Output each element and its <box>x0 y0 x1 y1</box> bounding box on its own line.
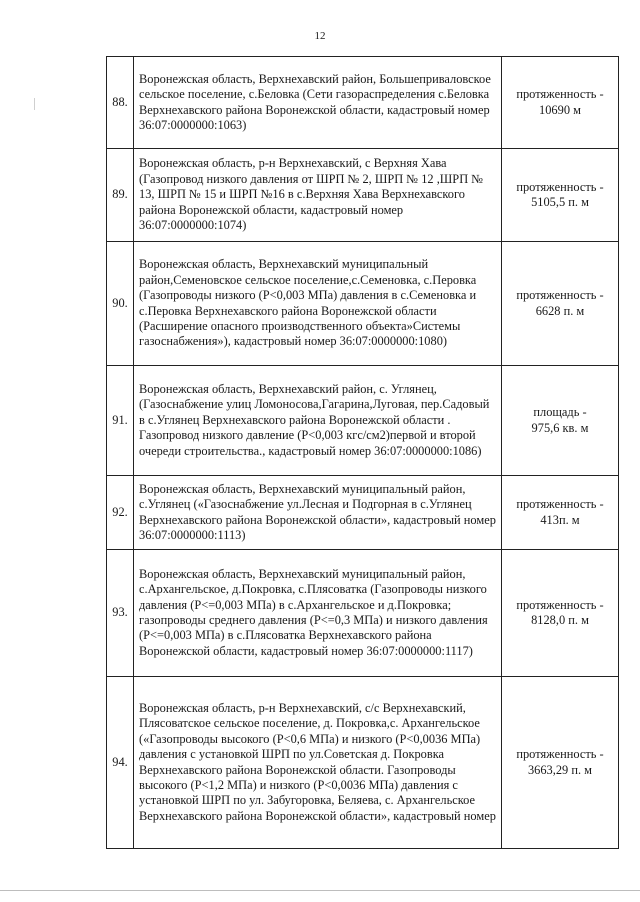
measure-value: 3663,29 п. м <box>527 762 593 777</box>
measure-value: 5105,5 п. м <box>531 195 589 209</box>
row-number: 89. <box>107 149 134 242</box>
row-measure <box>502 242 619 366</box>
row-measure <box>502 366 619 476</box>
measure-label: протяженность - <box>516 497 604 512</box>
row-number: 91. <box>107 366 134 476</box>
table-row <box>107 550 619 677</box>
row-measure <box>502 476 619 550</box>
row-description: Воронежская область, Верхнехавский район, с. Углянец, (Газоснабжение улиц Ломоносова,Гагарина,Луговая, пер.Садовый в с.Углянец Верхнехавского района Воронежской области . Газопровод низкого давление (Р<0,003 кгс/см2)первой и второй очереди строительства., кадастровый номер 36:07:0000000:1086) <box>134 366 502 476</box>
measure-value: 413п. м <box>540 512 580 527</box>
row-number: 93. <box>107 550 134 677</box>
measure-label: протяженность - <box>516 288 604 303</box>
measure-value: 8128,0 п. м <box>531 613 589 627</box>
table-row <box>107 57 619 149</box>
registry-table <box>106 56 619 849</box>
table-row <box>107 366 619 476</box>
measure-label: протяженность - <box>516 597 604 612</box>
scan-mark <box>34 98 35 110</box>
row-measure <box>502 149 619 242</box>
measure-label: протяженность - <box>516 87 604 102</box>
table-row <box>107 242 619 366</box>
measure-label: протяженность - <box>516 179 604 194</box>
row-measure <box>502 677 619 849</box>
row-measure <box>502 57 619 149</box>
measure-value: 10690 м <box>539 102 581 117</box>
table-row <box>107 677 619 849</box>
row-description: Воронежская область, Верхнехавский муниципальный район, с.Углянец («Газоснабжение ул.Лесная и Подгорная в с.Углянец Верхнехавского района Воронежской области», кадастровый номер 36:07:0000000:1113) <box>134 476 502 550</box>
page-number: 12 <box>314 30 326 42</box>
measure-label: площадь - <box>533 405 587 420</box>
row-number: 88. <box>107 57 134 149</box>
row-description: Воронежская область, Верхнехавский муниципальный район,Семеновское сельское поселение,с.Семеновка, с.Перовка (Газопроводы низкого (Р<0,003 МПа) давления в с.Семеновка и с.Перовка Верхнехавского района Воронежской области (Расширение опасного производственного объекта»Системы газоснабжения»), кадастровый номер 36:07:0000000:1080) <box>134 242 502 366</box>
table-row <box>107 149 619 242</box>
measure-value: 6628 п. м <box>535 303 585 318</box>
row-measure <box>502 550 619 677</box>
row-number: 94. <box>107 677 134 849</box>
row-number: 92. <box>107 476 134 550</box>
row-description: Воронежская область, р-н Верхнехавский, с/с Верхнехавский, Плясоватское сельское поселение, д. Покровка,с. Архангельское («Газопроводы высокого (Р<0,6 МПа) и низкого (Р<0,0036 МПа) давления с установкой ШРП по ул.Советская д. Покровка Верхнехавского района Воронежской области. Газопроводы высокого (Р<1,2 МПа) и низкого (Р<0,0036 МПа) давления с установкой ШРП по ул. Забугоровка, Беляева, с. Архангельское Верхнехавского района Воронежской области», кадастровый номер <box>134 677 502 849</box>
measure-label: протяженность - <box>516 747 604 762</box>
page-bottom-rule <box>0 890 640 891</box>
row-number: 90. <box>107 242 134 366</box>
row-description: Воронежская область, р-н Верхнехавский, с Верхняя Хава (Газопровод низкого давления от ШРП № 2, ШРП № 12 ,ШРП № 13, ШРП № 15 и ШРП №16 в с.Верхняя Хава Верхнехавского района Воронежской области, кадастровый номер 36:07:0000000:1074) <box>134 149 502 242</box>
measure-value: 975,6 кв. м <box>531 420 589 435</box>
row-description: Воронежская область, Верхнехавский муниципальный район, с.Архангельское, д.Покровка, с.Плясоватка (Газопроводы низкого давления (Р<=0,003 МПа) в с.Архангельское и д.Покровка; газопроводы среднего давления (Р<=0,3 МПа) и низкого давления (Р<=0,003 МПа) в с.Плясоватка Верхнехавского района Воронежской области, кадастровый номер 36:07:0000000:1117) <box>134 550 502 677</box>
row-description: Воронежская область, Верхнехавский район, Большеприваловское сельское поселение, с.Беловка (Сети газораспределения с.Беловка Верхнехавского района Воронежской области, кадастровый номер 36:07:0000000:1063) <box>134 57 502 149</box>
table-row <box>107 476 619 550</box>
